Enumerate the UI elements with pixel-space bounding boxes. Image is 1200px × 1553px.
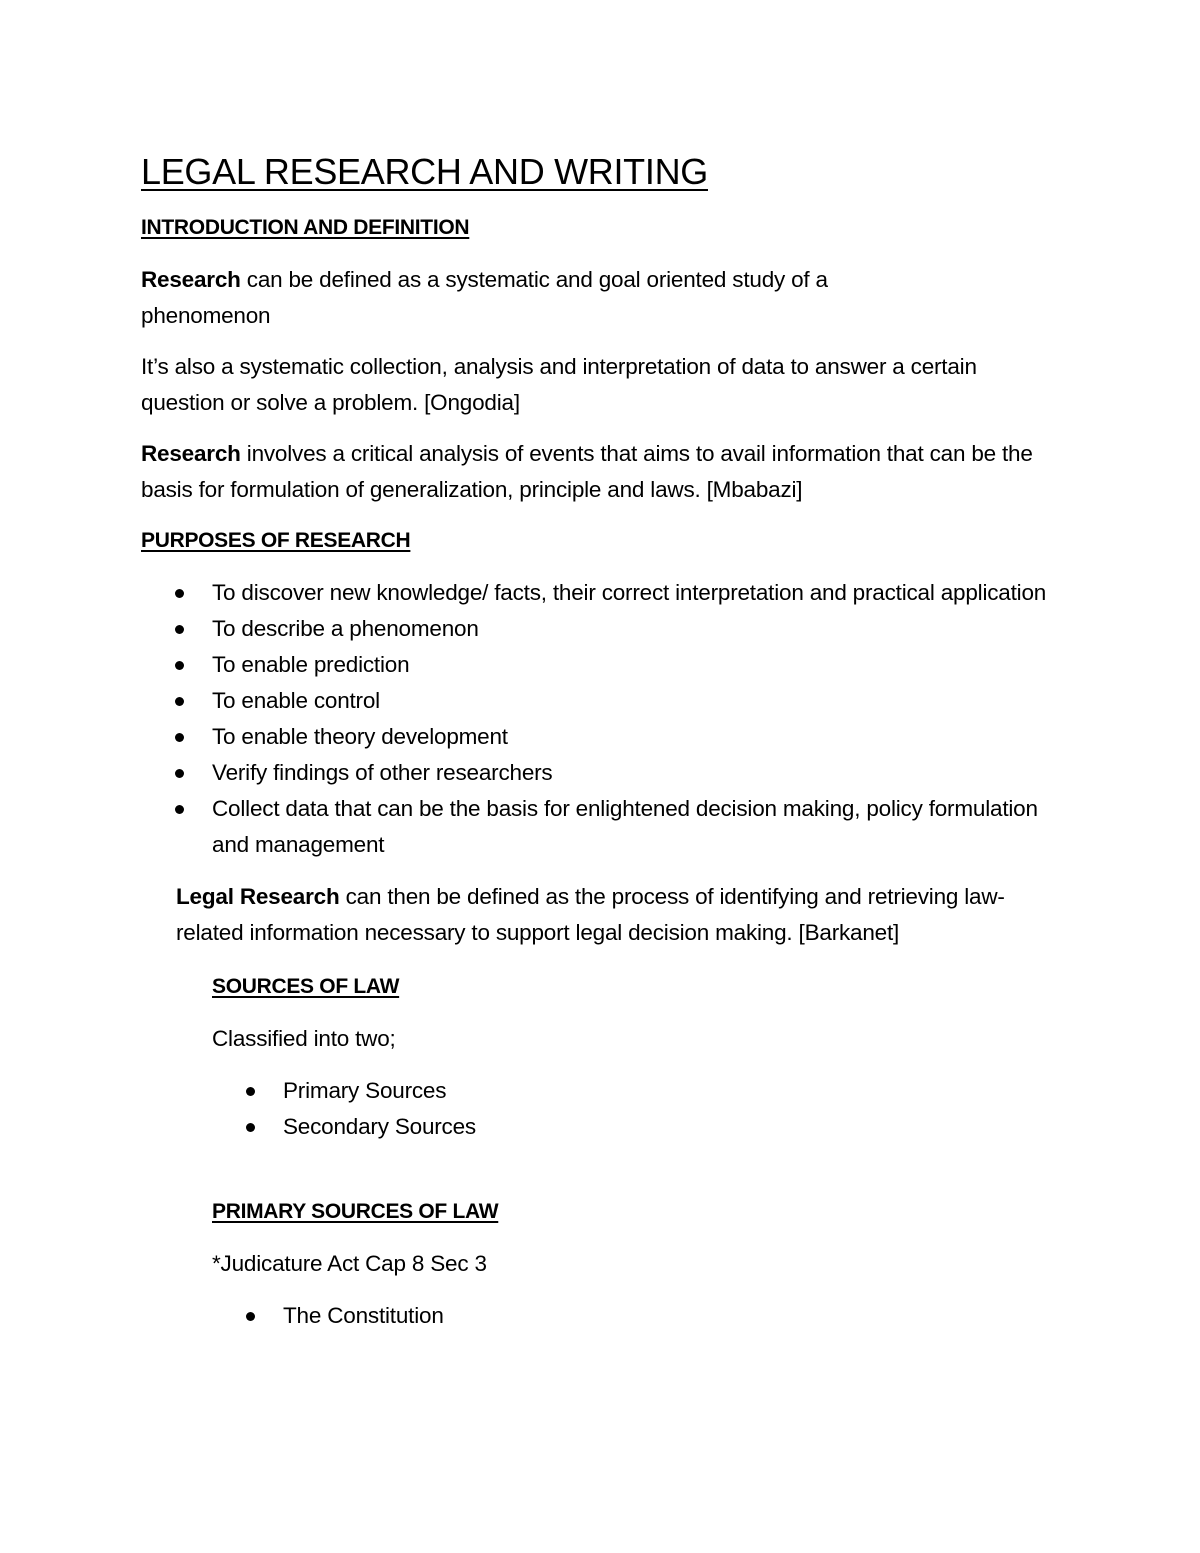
bold-term-legal-research: Legal Research bbox=[176, 884, 340, 909]
list-item: Collect data that can be the basis for enlightened decision making, policy formulation and management bbox=[141, 791, 1061, 863]
list-item: Primary Sources bbox=[212, 1073, 1081, 1109]
bold-term-research: Research bbox=[141, 267, 241, 292]
primary-sources-list bbox=[212, 1298, 1081, 1334]
purposes-list bbox=[141, 575, 1061, 863]
bold-term-research: Research bbox=[141, 441, 241, 466]
paragraph-systematic-collection: It’s also a systematic collection, analysis and interpretation of data to answer a certain question or solve a problem. [Ongodia] bbox=[141, 354, 977, 415]
list-item: To enable theory development bbox=[141, 719, 1061, 755]
paragraph-critical-analysis bbox=[141, 436, 1041, 508]
sources-list bbox=[212, 1073, 1081, 1145]
list-item: To describe a phenomenon bbox=[141, 611, 1061, 647]
paragraph-classified: Classified into two; bbox=[212, 1026, 396, 1051]
list-item: To enable control bbox=[141, 683, 1061, 719]
document-title: LEGAL RESEARCH AND WRITING bbox=[141, 151, 708, 192]
section-heading-introduction: INTRODUCTION AND DEFINITION bbox=[141, 216, 470, 239]
paragraph-text: involves a critical analysis of events that aims to avail information that can be the basis for formulation of generalization, principle and laws. [Mbabazi] bbox=[141, 441, 1033, 502]
list-item: The Constitution bbox=[212, 1298, 1081, 1334]
list-item: Secondary Sources bbox=[212, 1109, 1081, 1145]
document-content bbox=[141, 146, 1081, 1334]
section-heading-purposes: PURPOSES OF RESEARCH bbox=[141, 529, 411, 552]
paragraph-research-definition bbox=[141, 262, 921, 334]
section-heading-sources: SOURCES OF LAW bbox=[212, 975, 400, 998]
list-item: To discover new knowledge/ facts, their correct interpretation and practical application bbox=[141, 575, 1061, 611]
section-heading-primary-sources: PRIMARY SOURCES OF LAW bbox=[212, 1200, 499, 1223]
paragraph-text: can then be defined as the process of identifying and retrieving law-related information necessary to support legal decision making. [Barkanet] bbox=[176, 884, 1005, 945]
paragraph-text: can be defined as a systematic and goal oriented study of a phenomenon bbox=[141, 267, 828, 328]
list-item: To enable prediction bbox=[141, 647, 1061, 683]
paragraph-legal-research-definition bbox=[176, 879, 1066, 951]
list-item: Verify findings of other researchers bbox=[141, 755, 1061, 791]
paragraph-judicature-note: *Judicature Act Cap 8 Sec 3 bbox=[212, 1251, 487, 1276]
